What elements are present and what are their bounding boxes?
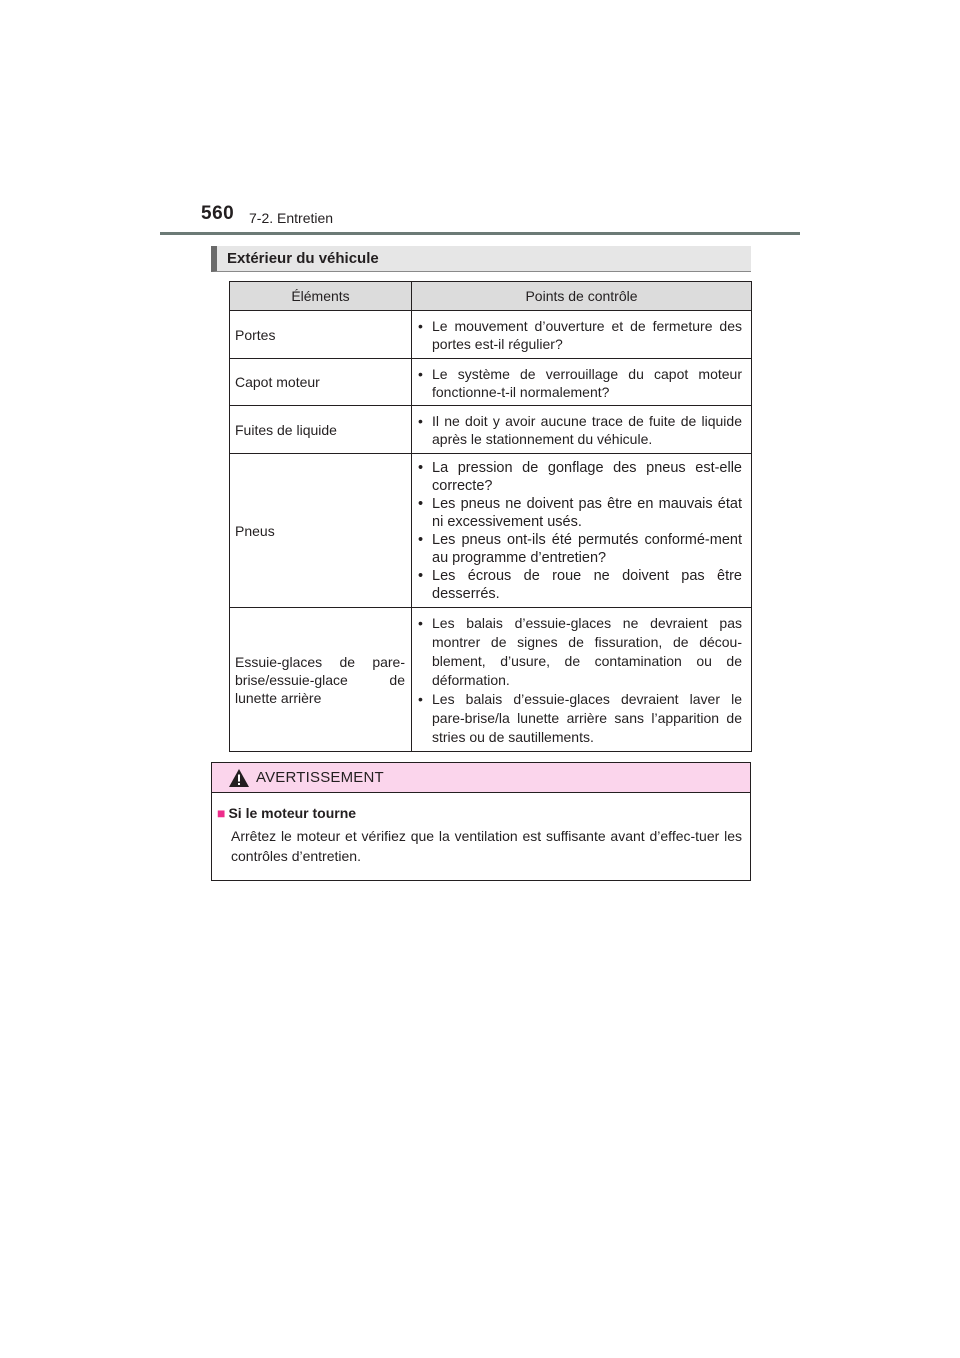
table-row bbox=[230, 608, 752, 752]
section-title: Extérieur du véhicule bbox=[227, 250, 379, 267]
bullet: • bbox=[418, 568, 424, 584]
item-cell: Portes bbox=[230, 311, 412, 359]
bullet: • bbox=[418, 614, 423, 631]
bullet: • bbox=[418, 413, 423, 429]
item-cell: Essuie-glaces de pare-brise/essuie-glace de lunette arrière bbox=[230, 608, 412, 752]
checks-cell bbox=[412, 406, 752, 454]
check-item: • Les balais d’essuie-glaces ne devraient pas montrer de signes de fissuration, de décou-blement, d’usure, de contamination ou de déformation. bbox=[418, 614, 742, 688]
check-item: • Le système de verrouillage du capot moteur fonctionne-t-il normalement? bbox=[418, 365, 742, 400]
bullet: • bbox=[418, 318, 423, 334]
check-item: • Les écrous de roue ne doivent pas être desserrés. bbox=[418, 568, 742, 602]
bullet: • bbox=[418, 532, 424, 548]
table-row bbox=[230, 454, 752, 608]
warning-header bbox=[212, 763, 750, 793]
warning-subheading: ■ Si le moteur tourne bbox=[217, 805, 357, 821]
bullet: • bbox=[418, 365, 423, 382]
check-item: • Les balais d’essuie-glaces devraient laver le pare-brise/la lunette arrière sans l’apparition de stries ou de sautillements. bbox=[418, 690, 742, 745]
page-number: 560 bbox=[201, 203, 235, 224]
chapter-title: 7-2. Entretien bbox=[249, 210, 334, 226]
item-cell: Pneus bbox=[230, 454, 412, 608]
checks-cell bbox=[412, 359, 752, 406]
checks-cell bbox=[412, 311, 752, 359]
check-item: • Le mouvement d’ouverture et de fermeture des portes est-il régulier? bbox=[418, 318, 742, 352]
check-item: • Il ne doit y avoir aucune trace de fuite de liquide après le stationnement du véhicule. bbox=[418, 413, 742, 447]
inspection-table bbox=[229, 281, 752, 752]
section-heading bbox=[211, 246, 751, 272]
checks-cell bbox=[412, 454, 752, 608]
bullet: • bbox=[418, 460, 424, 476]
table-header-row bbox=[230, 282, 752, 311]
warning-box bbox=[211, 762, 751, 881]
warning-title: AVERTISSEMENT bbox=[256, 769, 384, 786]
bullet: • bbox=[418, 496, 424, 512]
checks-cell bbox=[412, 608, 752, 752]
bullet: • bbox=[418, 690, 423, 707]
check-item: • La pression de gonflage des pneus est-elle correcte? bbox=[418, 460, 742, 494]
table-row bbox=[230, 359, 752, 406]
table-row bbox=[230, 406, 752, 454]
square-bullet-icon: ■ bbox=[217, 805, 226, 821]
warning-text: Arrêtez le moteur et vérifiez que la ventilation est suffisante avant d’effec-tuer les contrôles d’entretien. bbox=[231, 828, 742, 864]
item-cell: Fuites de liquide bbox=[230, 406, 412, 454]
column-header-checkpoints: Points de contrôle bbox=[412, 282, 752, 311]
item-cell: Capot moteur bbox=[230, 359, 412, 406]
page-header bbox=[0, 0, 960, 240]
warning-triangle-icon bbox=[228, 768, 250, 788]
header-divider bbox=[160, 232, 800, 235]
table-row bbox=[230, 311, 752, 359]
column-header-items: Éléments bbox=[230, 282, 412, 311]
check-item: • Les pneus ne doivent pas être en mauvais état ni excessivement usés. bbox=[418, 496, 742, 530]
check-item: • Les pneus ont-ils été permutés conformé-ment au programme d’entretien? bbox=[418, 532, 742, 566]
